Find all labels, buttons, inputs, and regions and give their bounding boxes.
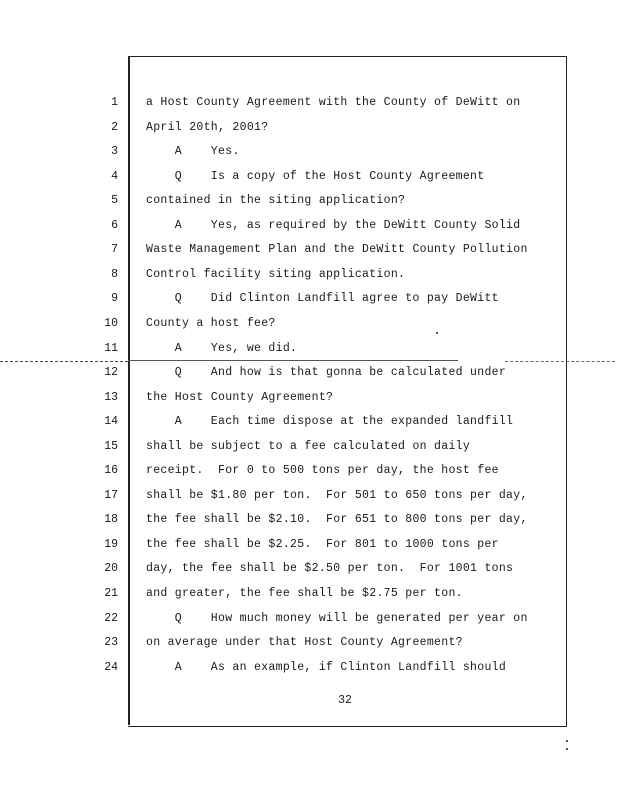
transcript-line: a Host County Agreement with the County of DeWitt on bbox=[146, 96, 521, 109]
line-number: 10 bbox=[104, 317, 118, 330]
transcript-line: shall be $1.80 per ton. For 501 to 650 tons per day, bbox=[146, 489, 528, 502]
line-number: 21 bbox=[104, 587, 118, 600]
left-margin-rule bbox=[128, 56, 130, 725]
line-number: 4 bbox=[111, 170, 118, 183]
line-number: 7 bbox=[111, 243, 118, 256]
line-number: 3 bbox=[111, 145, 118, 158]
transcript-line: A Yes, we did. bbox=[146, 342, 298, 355]
transcript-line: contained in the siting application? bbox=[146, 194, 406, 207]
line-number: 19 bbox=[104, 538, 118, 551]
transcript-line: Q Did Clinton Landfill agree to pay DeWitt bbox=[146, 292, 499, 305]
transcript-line: the fee shall be $2.25. For 801 to 1000 tons per bbox=[146, 538, 499, 551]
line-number: 11 bbox=[104, 342, 118, 355]
page-number: 32 bbox=[338, 694, 352, 707]
transcript-line: day, the fee shall be $2.50 per ton. For 1001 tons bbox=[146, 562, 514, 575]
line-number: 15 bbox=[104, 440, 118, 453]
transcript-line: and greater, the fee shall be $2.75 per ton. bbox=[146, 587, 463, 600]
transcript-line: April 20th, 2001? bbox=[146, 121, 269, 134]
line-number: 5 bbox=[111, 194, 118, 207]
scan-artifact-line-left bbox=[0, 361, 128, 362]
transcript-line: Q How much money will be generated per year on bbox=[146, 612, 528, 625]
transcript-line: Control facility siting application. bbox=[146, 268, 406, 281]
line-number: 2 bbox=[111, 121, 118, 134]
scan-speck bbox=[436, 332, 438, 334]
line-number: 16 bbox=[104, 464, 118, 477]
line-number: 20 bbox=[104, 562, 118, 575]
transcript-line: County a host fee? bbox=[146, 317, 276, 330]
line-number: 13 bbox=[104, 391, 118, 404]
line-number: 22 bbox=[104, 612, 118, 625]
line-number: 12 bbox=[104, 366, 118, 379]
transcript-line: A As an example, if Clinton Landfill should bbox=[146, 661, 507, 674]
scan-speck bbox=[566, 740, 568, 742]
line-number: 1 bbox=[111, 96, 118, 109]
line-number: 17 bbox=[104, 489, 118, 502]
transcript-line: the fee shall be $2.10. For 651 to 800 tons per day, bbox=[146, 513, 528, 526]
transcript-line: shall be subject to a fee calculated on daily bbox=[146, 440, 471, 453]
transcript-line: the Host County Agreement? bbox=[146, 391, 334, 404]
scan-artifact-line-mid bbox=[128, 360, 458, 361]
transcript-line: on average under that Host County Agreement? bbox=[146, 636, 463, 649]
line-number: 24 bbox=[104, 661, 118, 674]
transcript-line: Q And how is that gonna be calculated under bbox=[146, 366, 507, 379]
transcript-line: receipt. For 0 to 500 tons per day, the host fee bbox=[146, 464, 499, 477]
transcript-line: Q Is a copy of the Host County Agreement bbox=[146, 170, 485, 183]
line-number: 14 bbox=[104, 415, 118, 428]
scan-speck bbox=[566, 748, 568, 750]
transcript-line: Waste Management Plan and the DeWitt County Pollution bbox=[146, 243, 528, 256]
line-number: 9 bbox=[111, 292, 118, 305]
line-number: 6 bbox=[111, 219, 118, 232]
line-number: 8 bbox=[111, 268, 118, 281]
scan-artifact-line-right bbox=[505, 361, 615, 362]
transcript-line: A Yes. bbox=[146, 145, 240, 158]
line-number: 23 bbox=[104, 636, 118, 649]
transcript-line: A Yes, as required by the DeWitt County Solid bbox=[146, 219, 521, 232]
transcript-line: A Each time dispose at the expanded landfill bbox=[146, 415, 514, 428]
line-number: 18 bbox=[104, 513, 118, 526]
